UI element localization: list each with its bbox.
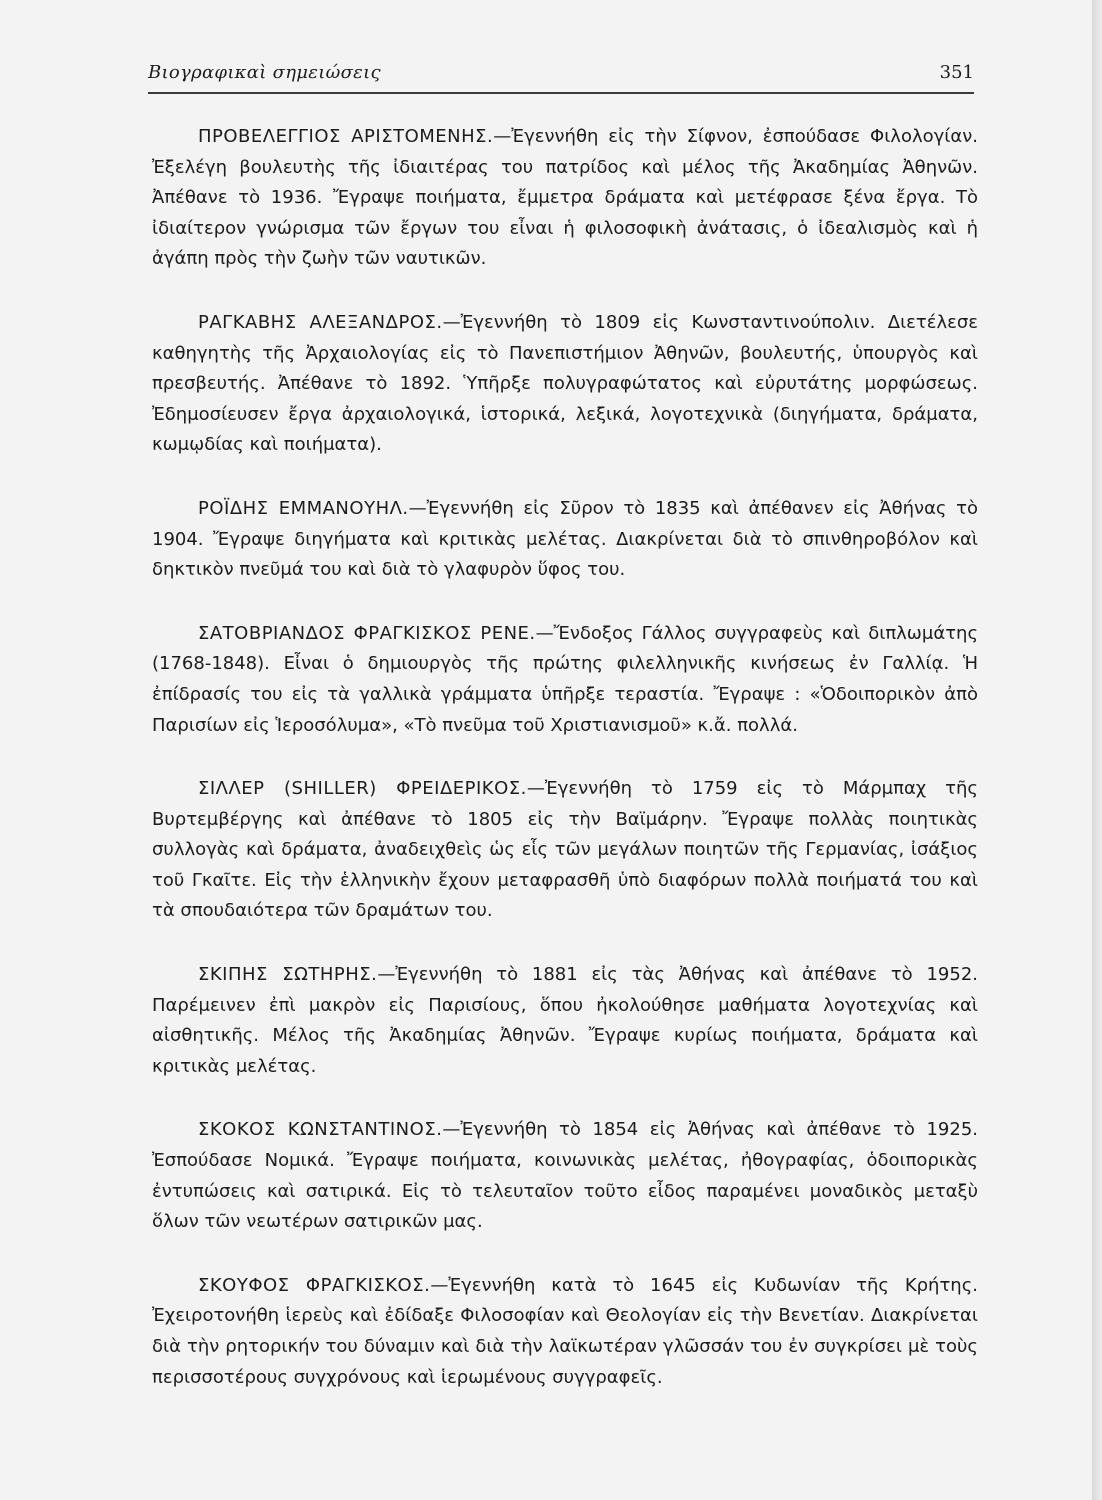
entry-skipis bbox=[152, 960, 978, 1082]
entry-text: —Ἐγεννήθη τὸ 1759 εἰς τὸ Μάρμπαχ τῆς Βυρτεμβέργης καὶ ἀπέθανε τὸ 1805 εἰς τὴν Βαϊμάρην. Ἔγραψε πολλὰς ποιητικὰς συλλογὰς καὶ δράματα, ἀναδειχθεὶς ὡς εἷς τῶν μεγάλων ποιητῶν τῆς Γερμανίας, ἰσάξιος τοῦ Γκαῖτε. Εἰς τὴν ἑλληνικὴν ἔχουν μεταφρασθῆ ὑπὸ διαφόρων πολλὰ ποιήματά του καὶ τὰ σπουδαιότερα τῶν δραμάτων του. bbox=[152, 778, 978, 922]
entry-schiller bbox=[152, 774, 978, 927]
entry-paragraph bbox=[152, 494, 978, 586]
page-edge bbox=[1092, 0, 1102, 1500]
entry-paragraph bbox=[152, 1115, 978, 1237]
entry-text: —Ἐγεννήθη εἰς Σῦρον τὸ 1835 καὶ ἀπέθανεν εἰς Ἀθήνας τὸ 1904. Ἔγραψε διηγήματα καὶ κριτικὰς μελέτας. Διακρίνεται διὰ τὸ σπινθηροβόλον καὶ δηκτικὸν πνεῦμά του καὶ διὰ τὸ γλαφυρὸν ὕφος του. bbox=[152, 497, 978, 581]
entry-text: —Ἐγεννήθη τὸ 1881 εἰς τὰς Ἀθήνας καὶ ἀπέθανε τὸ 1952. Παρέμεινεν ἐπὶ μακρὸν εἰς Παρισίους, ὅπου ἠκολούθησε μαθήματα λογοτεχνίας καὶ αἰσθητικῆς. Μέλος τῆς Ἀκαδημίας Ἀθηνῶν. Ἔγραψε κυρίως ποιήματα, δράματα καὶ κριτικὰς μελέτας. bbox=[152, 964, 979, 1077]
entry-roidis bbox=[152, 494, 978, 586]
entry-name: ΡΟΪΔΗΣ ΕΜΜΑΝΟΥΗΛ. bbox=[198, 497, 409, 519]
running-head bbox=[148, 58, 974, 94]
entry-paragraph bbox=[152, 960, 978, 1082]
entry-rangavis bbox=[152, 308, 978, 461]
entry-name: ΣΚΟΥΦΟΣ ΦΡΑΓΚΙΣΚΟΣ. bbox=[198, 1274, 431, 1296]
entry-text: —Ἐγεννήθη τὸ 1854 εἰς Ἀθήνας καὶ ἀπέθανε τὸ 1925. Ἐσπούδασε Νομικά. Ἔγραψε ποιήματα, κοινωνικὰς μελέτας, ἠθογραφίας, ὁδοιπορικὰς ἐντυπώσεις καὶ σατιρικά. Εἰς τὸ τελευταῖον τοῦτο εἶδος παραμένει μοναδικὸς μεταξὺ ὅλων τῶν νεωτέρων σατιρικῶν μας. bbox=[152, 1119, 978, 1233]
entry-name: ΣΑΤΟΒΡΙΑΝΔΟΣ ΦΡΑΓΚΙΣΚΟΣ ΡΕΝΕ. bbox=[198, 622, 536, 644]
entry-provelengios bbox=[152, 122, 978, 275]
entry-text: —Ἐγεννήθη εἰς τὴν Σίφνον, ἐσπούδασε Φιλολογίαν. Ἐξελέγη βουλευτὴς τῆς ἰδιαιτέρας του πατρίδος καὶ μέλος τῆς Ἀκαδημίας Ἀθηνῶν. Ἀπέθανε τὸ 1936. Ἔγραψε ποιήματα, ἔμμετρα δράματα καὶ μετέφρασε ξένα ἔργα. Τὸ ἰδιαίτερον γνώρισμα τῶν ἔργων του εἶναι ἡ φιλοσοφικὴ ἀνάτασις, ὁ ἰδεαλισμὸς καὶ ἡ ἀγάπη πρὸς τὴν ζωὴν τῶν ναυτικῶν. bbox=[152, 126, 979, 270]
entry-name: ΣΙΛΛΕΡ (SHILLER) ΦΡΕΙΔΕΡΙΚΟΣ. bbox=[198, 778, 527, 800]
entry-name: ΡΑΓΚΑΒΗΣ ΑΛΕΞΑΝΔΡΟΣ. bbox=[198, 311, 443, 333]
entry-name: ΠΡΟΒΕΛΕΓΓΙΟΣ ΑΡΙΣΤΟΜΕΝΗΣ. bbox=[198, 126, 494, 147]
entry-text: —Ἐγεννήθη κατὰ τὸ 1645 εἰς Κυδωνίαν τῆς Κρήτης. Ἐχειροτονήθη ἱερεὺς καὶ ἐδίδαξε Φιλοσοφίαν καὶ Θεολογίαν εἰς τὴν Βενετίαν. Διακρίνεται διὰ τὴν ρητορικήν του δύναμιν καὶ διὰ τὴν λαϊκωτέραν γλῶσσάν του ἐν συγκρίσει μὲ τοὺς περισσοτέρους συγχρόνους καὶ ἱερωμένους συγγραφεῖς. bbox=[152, 1274, 978, 1388]
entry-paragraph bbox=[152, 1271, 978, 1393]
entry-skoufos bbox=[152, 1271, 978, 1393]
entry-paragraph bbox=[152, 122, 978, 275]
entry-paragraph bbox=[152, 774, 978, 927]
biographical-notes bbox=[152, 122, 978, 1426]
page-number: 351 bbox=[939, 62, 974, 83]
entry-paragraph bbox=[152, 308, 978, 461]
entry-chateaubriand bbox=[152, 619, 978, 741]
entry-name: ΣΚΙΠΗΣ ΣΩΤΗΡΗΣ. bbox=[198, 964, 378, 986]
entry-name: ΣΚΟΚΟΣ ΚΩΝΣΤΑΝΤΙΝΟΣ. bbox=[198, 1119, 443, 1141]
entry-skokos bbox=[152, 1115, 978, 1237]
entry-text: —Ἔνδοξος Γάλλος συγγραφεὺς καὶ διπλωμάτης (1768-1848). Εἶναι ὁ δημιουργὸς τῆς πρώτης φιλελληνικῆς κινήσεως ἐν Γαλλίᾳ. Ἡ ἐπίδρασίς του εἰς τὰ γαλλικὰ γράμματα ὑπῆρξε τεραστία. Ἔγραψε : «Ὁδοιπορικὸν ἀπὸ Παρισίων εἰς Ἱεροσόλυμα», «Τὸ πνεῦμα τοῦ Χριστιανισμοῦ» κ.ἄ. πολλά. bbox=[152, 622, 979, 736]
running-head-title: Βιογραφικαὶ σημειώσεις bbox=[148, 62, 381, 83]
entry-text: —Ἐγεννήθη τὸ 1809 εἰς Κωνσταντινούπολιν. Διετέλεσε καθηγητὴς τῆς Ἀρχαιολογίας εἰς τὸ Πανεπιστήμιον Ἀθηνῶν, βουλευτής, ὑπουργὸς καὶ πρεσβευτής. Ἀπέθανε τὸ 1892. Ὑπῆρξε πολυγραφώτατος καὶ εὐρυτάτης μορφώσεως. Ἐδημοσίευσεν ἔργα ἀρχαιολογικά, ἱστορικά, λεξικά, λογοτεχνικὰ (διηγήματα, δράματα, κωμῳδίας καὶ ποιήματα). bbox=[152, 311, 978, 456]
entry-paragraph bbox=[152, 619, 978, 741]
